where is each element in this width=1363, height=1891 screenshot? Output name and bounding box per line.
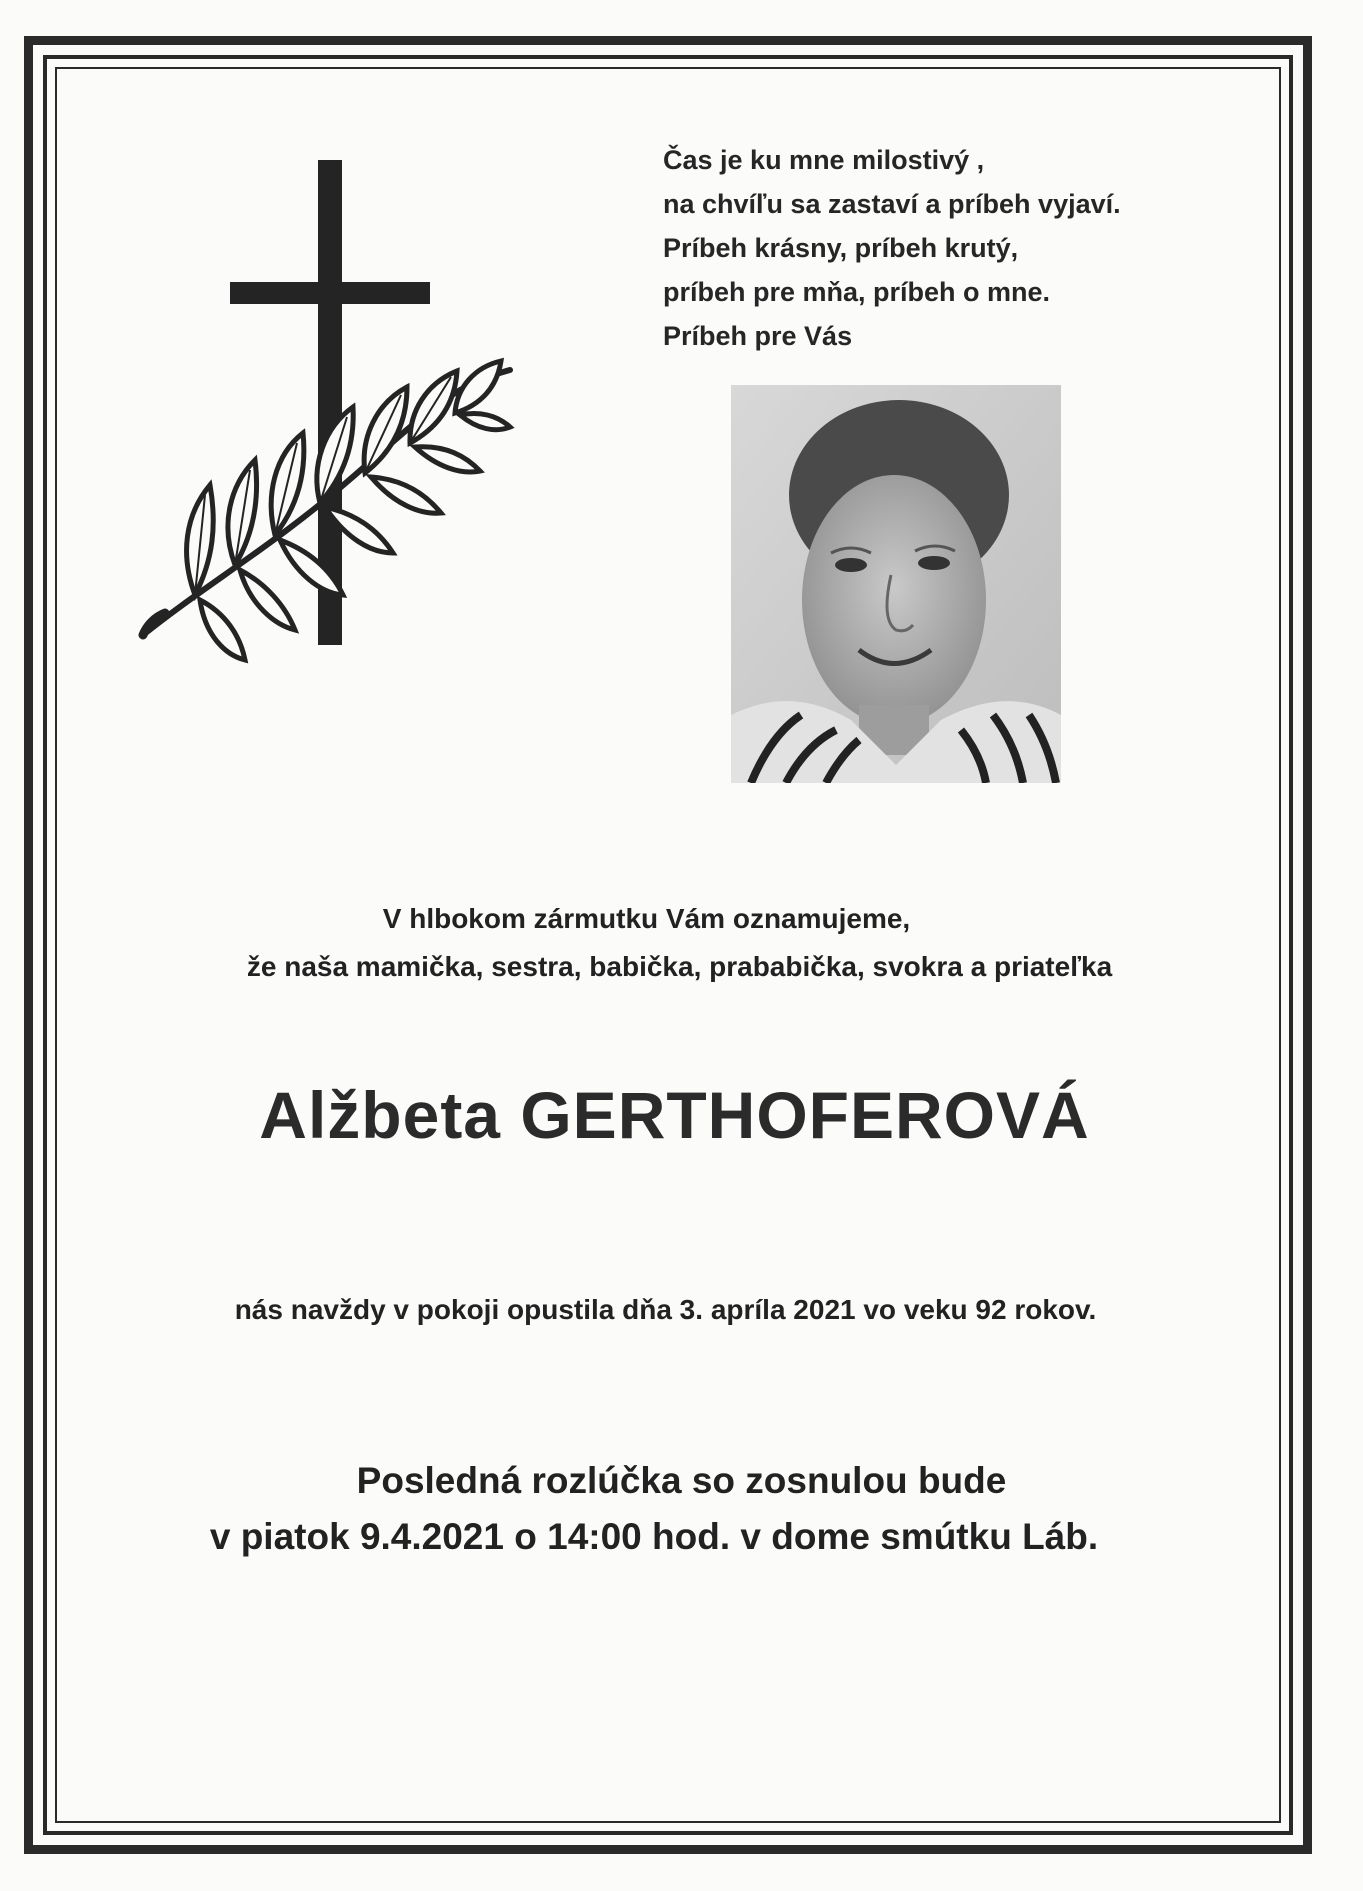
poem-line: príbeh pre mňa, príbeh o mne. — [663, 277, 1051, 307]
announcement-line-1: V hlbokom zármutku Vám oznamujeme, — [382, 903, 911, 934]
poem-line: Príbeh krásny, príbeh krutý, — [663, 233, 1019, 263]
passing-notice — [0, 1290, 1363, 1330]
farewell-line-1: Posledná rozlúčka so zosnulou bude — [356, 1460, 1007, 1501]
poem-line: Príbeh pre Vás — [663, 321, 853, 351]
poem-line: Čas je ku mne milostivý , — [663, 145, 985, 175]
poem-line: na chvíľu sa zastaví a príbeh vyjaví. — [663, 189, 1121, 219]
farewell-line-2: v piatok 9.4.2021 o 14:00 hod. v dome smútku Láb. — [209, 1516, 1099, 1557]
cross-with-palm-branch-icon — [125, 155, 535, 665]
farewell-notice — [0, 1453, 1363, 1565]
portrait-photo — [731, 385, 1061, 783]
announcement-line-2: že naša mamička, sestra, babička, prababička, svokra a priateľka — [246, 951, 1113, 982]
deceased-name — [0, 1075, 1363, 1155]
poem — [663, 138, 1121, 358]
passing-notice-text: nás navždy v pokoji opustila dňa 3. apríla 2021 vo veku 92 rokov. — [234, 1294, 1097, 1325]
deceased-name-text: Alžbeta GERTHOFEROVÁ — [259, 1078, 1090, 1152]
announcement — [0, 895, 1363, 991]
portrait-photo-drawing — [731, 385, 1061, 783]
